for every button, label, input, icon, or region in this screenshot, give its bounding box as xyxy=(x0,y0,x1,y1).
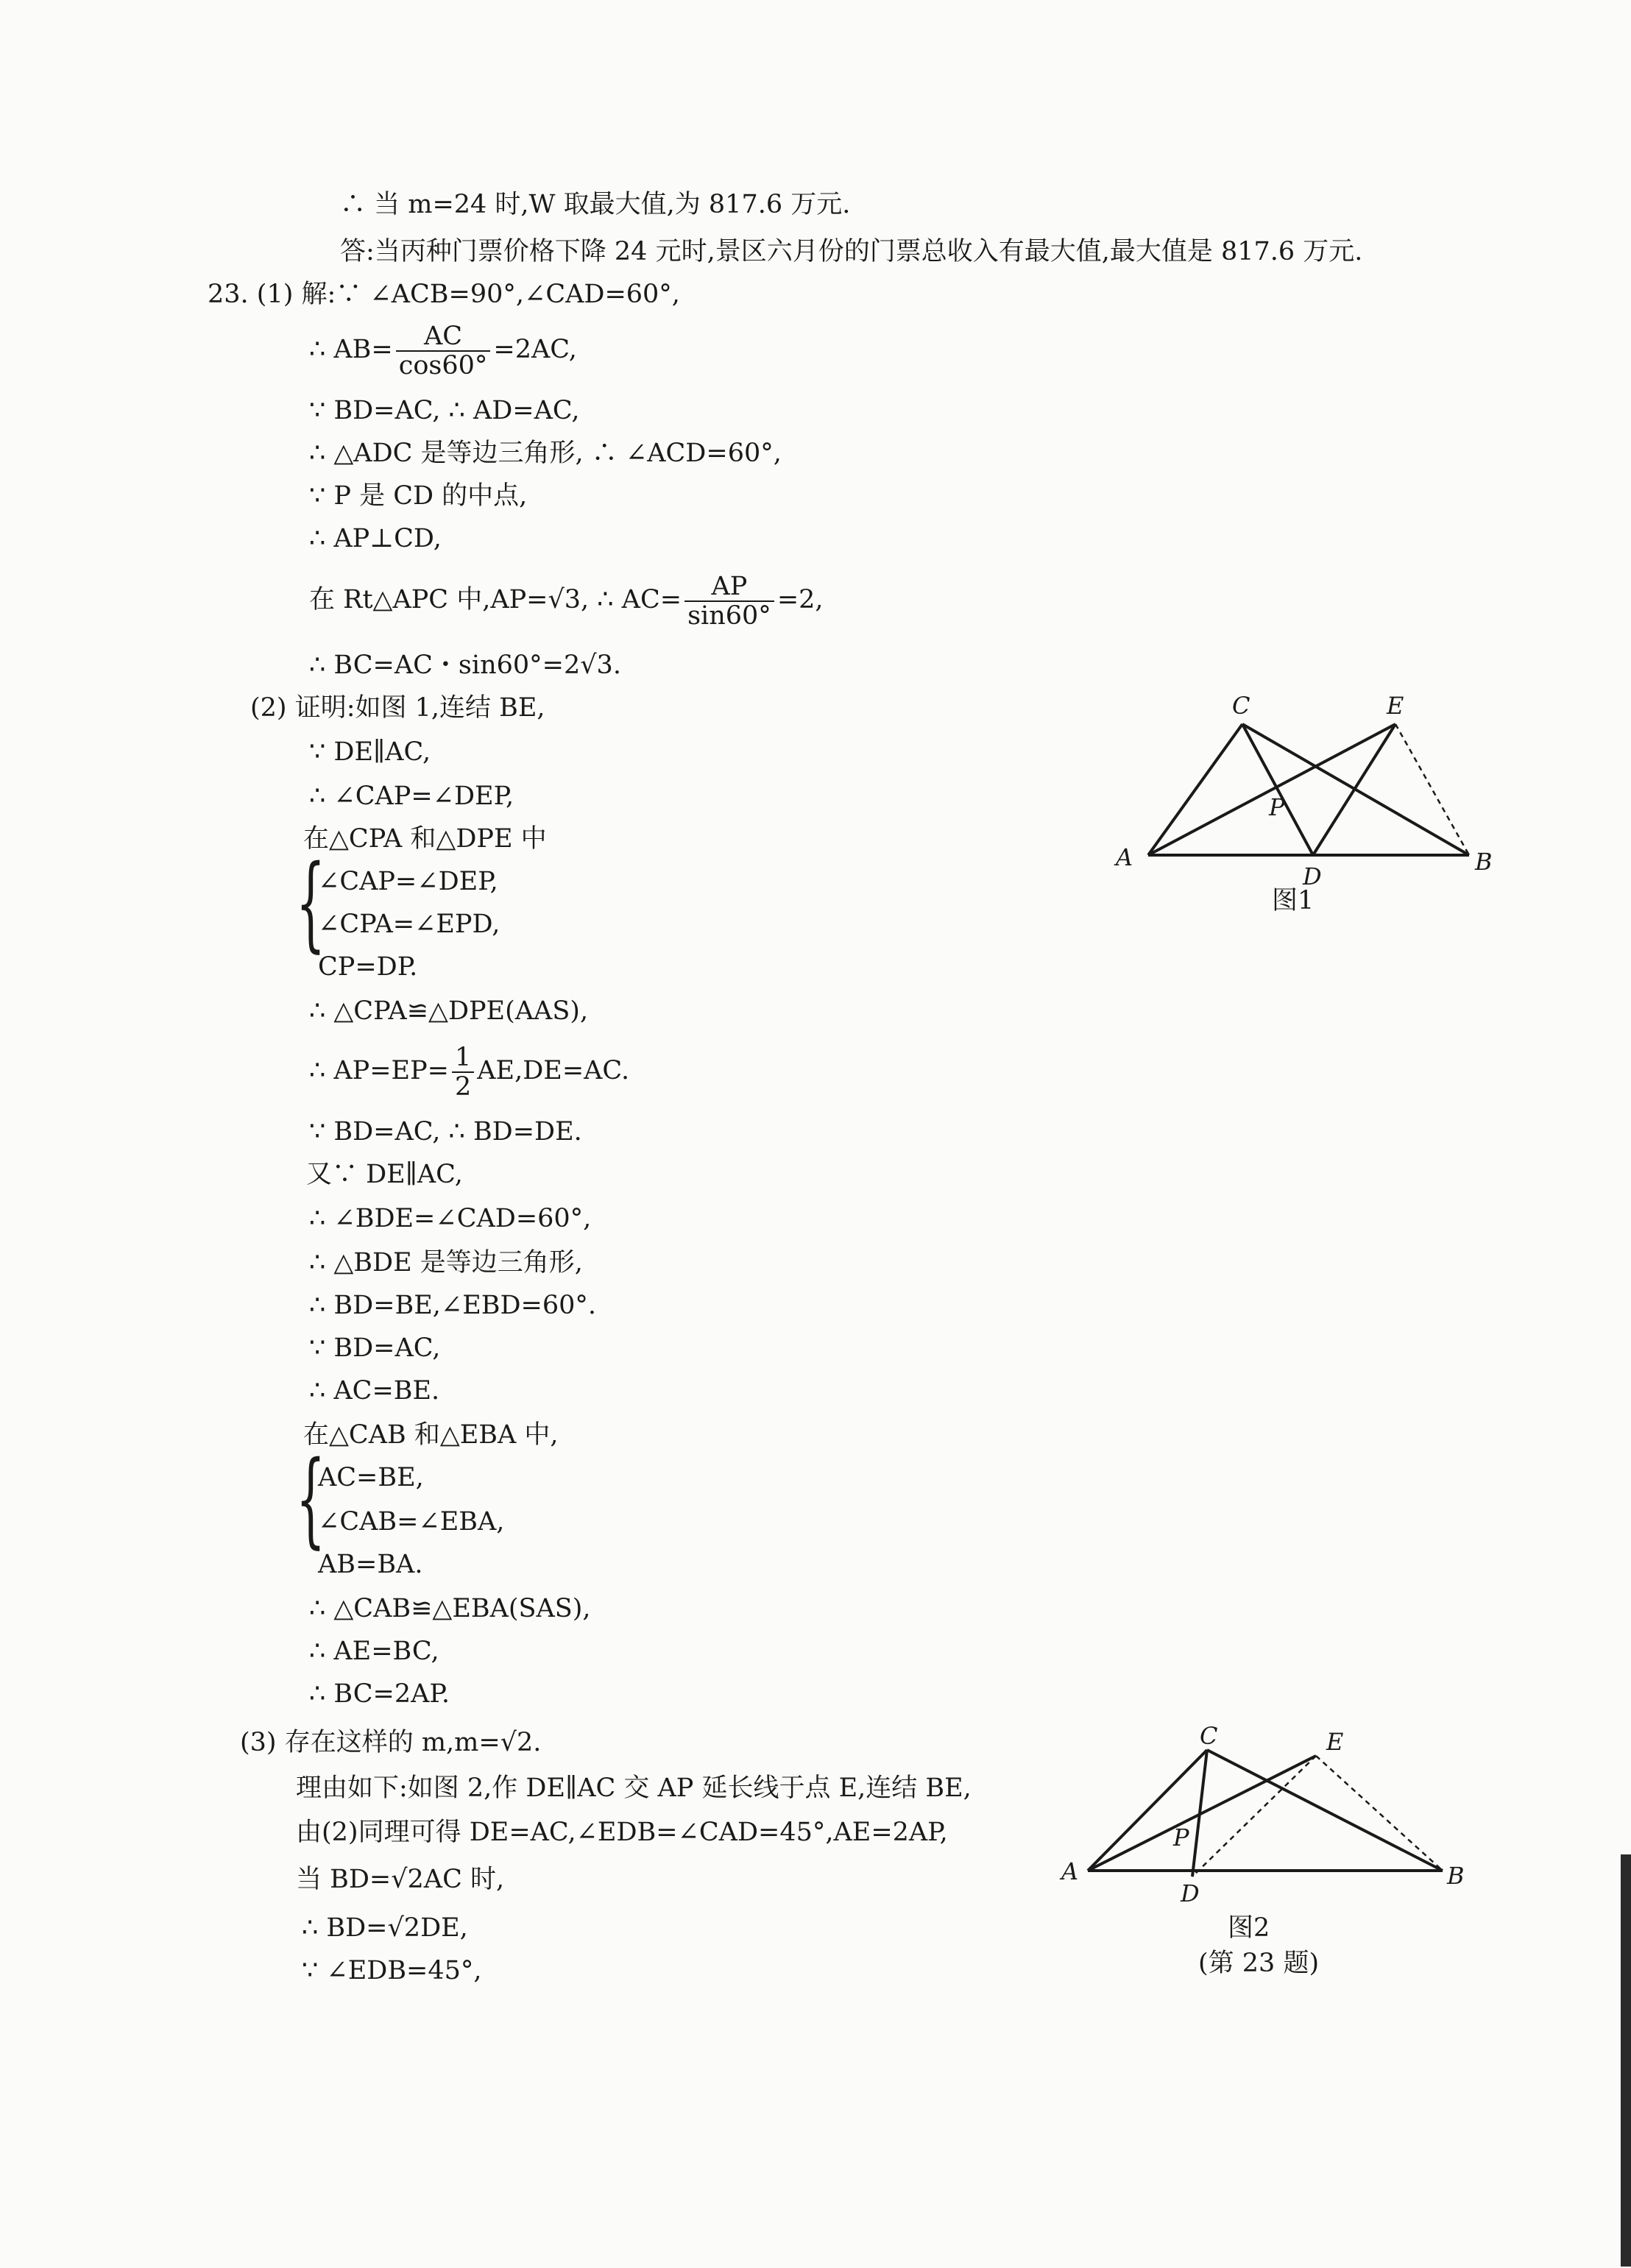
segment-cb xyxy=(1207,1750,1443,1871)
line-35: 理由如下:如图 2,作 DE∥AC 交 AP 延长线于点 E,连结 BE, xyxy=(296,1773,972,1803)
figure-2-caption: 图2 xyxy=(1228,1913,1270,1943)
line-36: 由(2)同理可得 DE=AC,∠EDB=∠CAD=45°,AE=2AP, xyxy=(296,1818,948,1847)
fraction-numerator: AP xyxy=(684,573,774,602)
line-4 xyxy=(309,316,577,383)
fraction-ac-cos60 xyxy=(396,322,491,380)
line-9-lead: 在 Rt△APC 中,AP=√3, ∴ AC= xyxy=(309,585,682,614)
fraction-one-half xyxy=(452,1043,474,1101)
line-9 xyxy=(309,567,824,633)
fig1-label-b: B xyxy=(1475,848,1493,876)
fig1-label-e: E xyxy=(1387,692,1404,720)
figure-1-lines xyxy=(1148,724,1469,855)
line-10: ∴ BC=AC・sin60°=2√3. xyxy=(309,651,621,680)
figure-2-lines xyxy=(1088,1750,1443,1877)
segment-ae xyxy=(1088,1756,1316,1871)
figure-2 xyxy=(1060,1722,1472,1906)
line-3: 23. (1) 解:∵ ∠ACB=90°,∠CAD=60°, xyxy=(208,280,680,309)
line-15: ∠CAP=∠DEP, xyxy=(318,867,498,896)
line-38: ∴ BD=√2DE, xyxy=(302,1913,468,1943)
line-21: 又∵ DE∥AC, xyxy=(306,1160,463,1189)
line-34: (3) 存在这样的 m,m=√2. xyxy=(240,1728,542,1757)
line-4-lead: ∴ AB= xyxy=(309,335,393,364)
line-1: ∴ 当 m=24 时,W 取最大值,为 817.6 万元. xyxy=(340,190,851,219)
line-29: ∠CAB=∠EBA, xyxy=(318,1507,505,1537)
line-13: ∴ ∠CAP=∠DEP, xyxy=(309,782,514,811)
segment-ed xyxy=(1313,724,1395,855)
fraction-denominator: cos60° xyxy=(398,350,488,380)
fig1-label-c: C xyxy=(1232,692,1250,720)
line-4-tail: =2AC, xyxy=(493,335,577,364)
line-7: ∵ P 是 CD 的中点, xyxy=(309,481,528,511)
fig2-label-a: A xyxy=(1061,1857,1079,1885)
segment-ac xyxy=(1088,1750,1207,1871)
fraction-denominator: 2 xyxy=(454,1071,472,1102)
fig2-label-p: P xyxy=(1173,1824,1189,1851)
line-18: ∴ △CPA≌△DPE(AAS), xyxy=(309,996,589,1026)
line-19-tail: AE,DE=AC. xyxy=(477,1056,630,1085)
brace-2: { xyxy=(296,1439,326,1559)
line-37: 当 BD=√2AC 时, xyxy=(296,1865,505,1894)
line-26: ∴ AC=BE. xyxy=(309,1376,440,1406)
line-28: AC=BE, xyxy=(318,1463,424,1492)
fig1-label-a: A xyxy=(1116,843,1133,871)
line-16: ∠CPA=∠EPD, xyxy=(318,910,500,939)
line-23: ∴ △BDE 是等边三角形, xyxy=(309,1248,583,1277)
fig2-label-e: E xyxy=(1326,1728,1344,1756)
problem-number-caption: (第 23 题) xyxy=(1198,1949,1320,1978)
line-5: ∵ BD=AC, ∴ AD=AC, xyxy=(309,396,580,425)
fig1-label-d: D xyxy=(1303,862,1322,890)
line-2: 答:当丙种门票价格下降 24 元时,景区六月份的门票总收入有最大值,最大值是 817.6 万元. xyxy=(340,237,1363,266)
line-8: ∴ AP⊥CD, xyxy=(309,524,442,553)
line-39: ∵ ∠EDB=45°, xyxy=(302,1956,482,1985)
segment-ac xyxy=(1148,724,1242,855)
line-11: (2) 证明:如图 1,连结 BE, xyxy=(250,693,545,723)
fig1-label-p: P xyxy=(1269,793,1285,821)
segment-eb-dashed xyxy=(1316,1756,1443,1871)
line-19-lead: ∴ AP=EP= xyxy=(309,1056,449,1085)
line-25: ∵ BD=AC, xyxy=(309,1333,441,1363)
fig2-label-b: B xyxy=(1447,1862,1465,1890)
brace-1: { xyxy=(296,843,326,963)
fraction-numerator: AC xyxy=(396,322,491,352)
line-6: ∴ △ADC 是等边三角形, ∴ ∠ACD=60°, xyxy=(309,439,782,468)
fig2-label-d: D xyxy=(1181,1879,1200,1907)
line-17: CP=DP. xyxy=(318,952,418,982)
line-19 xyxy=(309,1038,629,1104)
line-31: ∴ △CAB≌△EBA(SAS), xyxy=(309,1594,591,1623)
fraction-ap-sin60 xyxy=(684,573,774,630)
line-24: ∴ BD=BE,∠EBD=60°. xyxy=(309,1291,597,1320)
line-30: AB=BA. xyxy=(318,1550,423,1579)
line-14: 在△CPA 和△DPE 中 xyxy=(303,824,547,854)
fraction-denominator: sin60° xyxy=(687,600,771,631)
line-9-tail: =2, xyxy=(776,585,824,614)
line-27: 在△CAB 和△EBA 中, xyxy=(303,1420,559,1450)
line-22: ∴ ∠BDE=∠CAD=60°, xyxy=(309,1204,592,1233)
figure-1 xyxy=(1104,684,1493,920)
line-32: ∴ AE=BC, xyxy=(309,1637,439,1666)
line-12: ∵ DE∥AC, xyxy=(309,737,431,767)
fig2-label-c: C xyxy=(1200,1722,1218,1750)
fraction-numerator: 1 xyxy=(452,1043,474,1073)
figure-1-caption: 图1 xyxy=(1272,886,1315,915)
line-33: ∴ BC=2AP. xyxy=(309,1679,450,1709)
scan-edge-shadow xyxy=(1621,1854,1631,2267)
line-20: ∵ BD=AC, ∴ BD=DE. xyxy=(309,1117,582,1147)
